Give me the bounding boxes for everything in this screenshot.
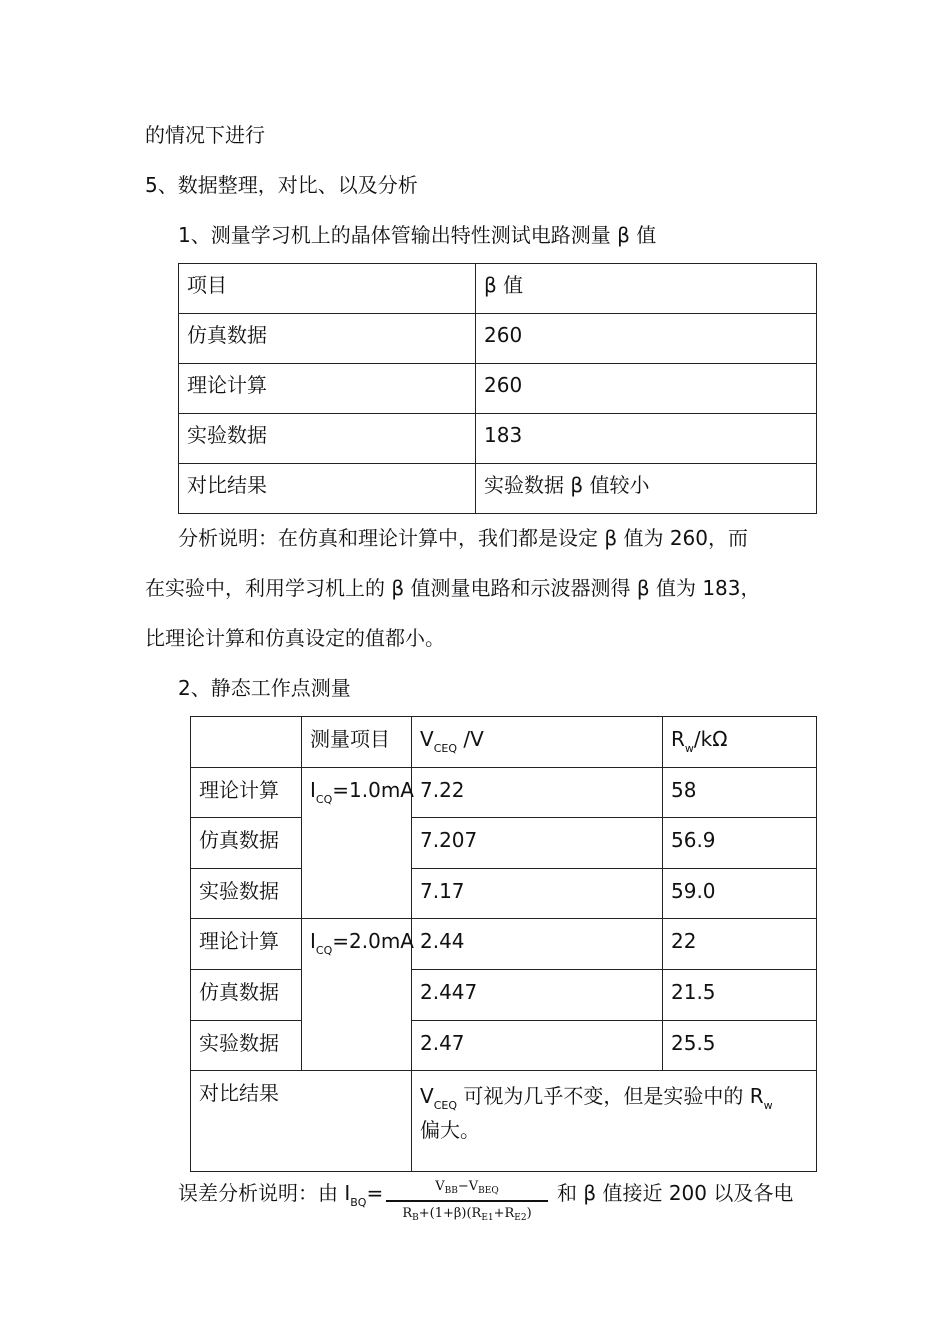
table-cell: 21.5 <box>663 969 817 1020</box>
table-cell: 仿真数据 <box>191 818 302 869</box>
q-point-table <box>190 716 817 1172</box>
table-row <box>179 264 817 314</box>
subsection-heading-beta: 1、测量学习机上的晶体管输出特性测试电路测量 β 值 <box>178 223 657 247</box>
table-row <box>191 717 817 768</box>
table-cell: 理论计算 <box>179 364 476 414</box>
analysis-line: 在实验中，利用学习机上的 β 值测量电路和示波器测得 β 值为 183， <box>145 576 761 600</box>
table-row <box>179 464 817 514</box>
table-cell: 183 <box>476 414 817 464</box>
table-cell: 实验数据 <box>191 868 302 919</box>
table-row <box>191 767 817 818</box>
table-row <box>191 1071 817 1172</box>
table-header-cell: $V_{CEQ}$ /V <box>412 717 663 768</box>
table-row <box>191 919 817 970</box>
table-row <box>179 414 817 464</box>
table-cell: 理论计算 <box>191 919 302 970</box>
table-header-cell <box>191 717 302 768</box>
table-row <box>191 818 817 869</box>
formula-denominator: $R_B+(1+\beta)(R_{E1}+R_{E2})$ <box>402 1206 532 1223</box>
result-cell: $V_{CEQ}$ 可视为几乎不变，但是实验中的 $R_w$ 偏大。 <box>412 1071 817 1172</box>
ibq-formula <box>386 1176 548 1226</box>
table-cell: 7.22 <box>412 767 663 818</box>
table-cell: 仿真数据 <box>179 314 476 364</box>
table-cell: 7.207 <box>412 818 663 869</box>
beta-table <box>178 263 817 514</box>
table-row <box>191 969 817 1020</box>
table-header-cell: $R_w/k\Omega$ <box>663 717 817 768</box>
table-cell: 实验数据 <box>191 1020 302 1071</box>
subsection-heading-q-point: 2、静态工作点测量 <box>178 676 351 700</box>
section-heading: 5、数据整理，对比、以及分析 <box>145 173 418 197</box>
table-row <box>191 868 817 919</box>
table-cell: 260 <box>476 364 817 414</box>
table-cell: 实验数据 β 值较小 <box>476 464 817 514</box>
table-cell: 对比结果 <box>179 464 476 514</box>
table-cell: 7.17 <box>412 868 663 919</box>
analysis-line: 分析说明：在仿真和理论计算中，我们都是设定 β 值为 260，而 <box>178 526 749 550</box>
table-header-cell: β 值 <box>476 264 817 314</box>
table-cell: 22 <box>663 919 817 970</box>
fraction-bar <box>386 1200 548 1202</box>
condition-cell: $I_{CQ}=2.0mA$ <box>302 919 412 1071</box>
table-cell: 2.44 <box>412 919 663 970</box>
analysis-line: 比理论计算和仿真设定的值都小。 <box>145 626 445 650</box>
table-cell: 实验数据 <box>179 414 476 464</box>
table-cell: 2.447 <box>412 969 663 1020</box>
table-cell: 56.9 <box>663 818 817 869</box>
table-cell: 58 <box>663 767 817 818</box>
table-row <box>179 364 817 414</box>
table-cell: 仿真数据 <box>191 969 302 1020</box>
table-cell: 对比结果 <box>191 1071 412 1172</box>
table-header-cell: 项目 <box>179 264 476 314</box>
table-cell: 理论计算 <box>191 767 302 818</box>
error-analysis-line: 误差分析说明：由 $I_{BQ}=$ <box>178 1181 384 1209</box>
table-row <box>191 1020 817 1071</box>
table-cell: 59.0 <box>663 868 817 919</box>
table-header-cell: 测量项目 <box>302 717 412 768</box>
table-cell: 2.47 <box>412 1020 663 1071</box>
table-row <box>179 314 817 364</box>
condition-cell: $I_{CQ}=1.0mA$ <box>302 767 412 919</box>
paragraph-continuation: 的情况下进行 <box>145 123 265 147</box>
formula-numerator: $V_{BB}-V_{BEQ}$ <box>435 1179 499 1196</box>
table-cell: 260 <box>476 314 817 364</box>
error-analysis-suffix: 和 β 值接近 200 以及各电 <box>557 1181 794 1205</box>
table-cell: 25.5 <box>663 1020 817 1071</box>
